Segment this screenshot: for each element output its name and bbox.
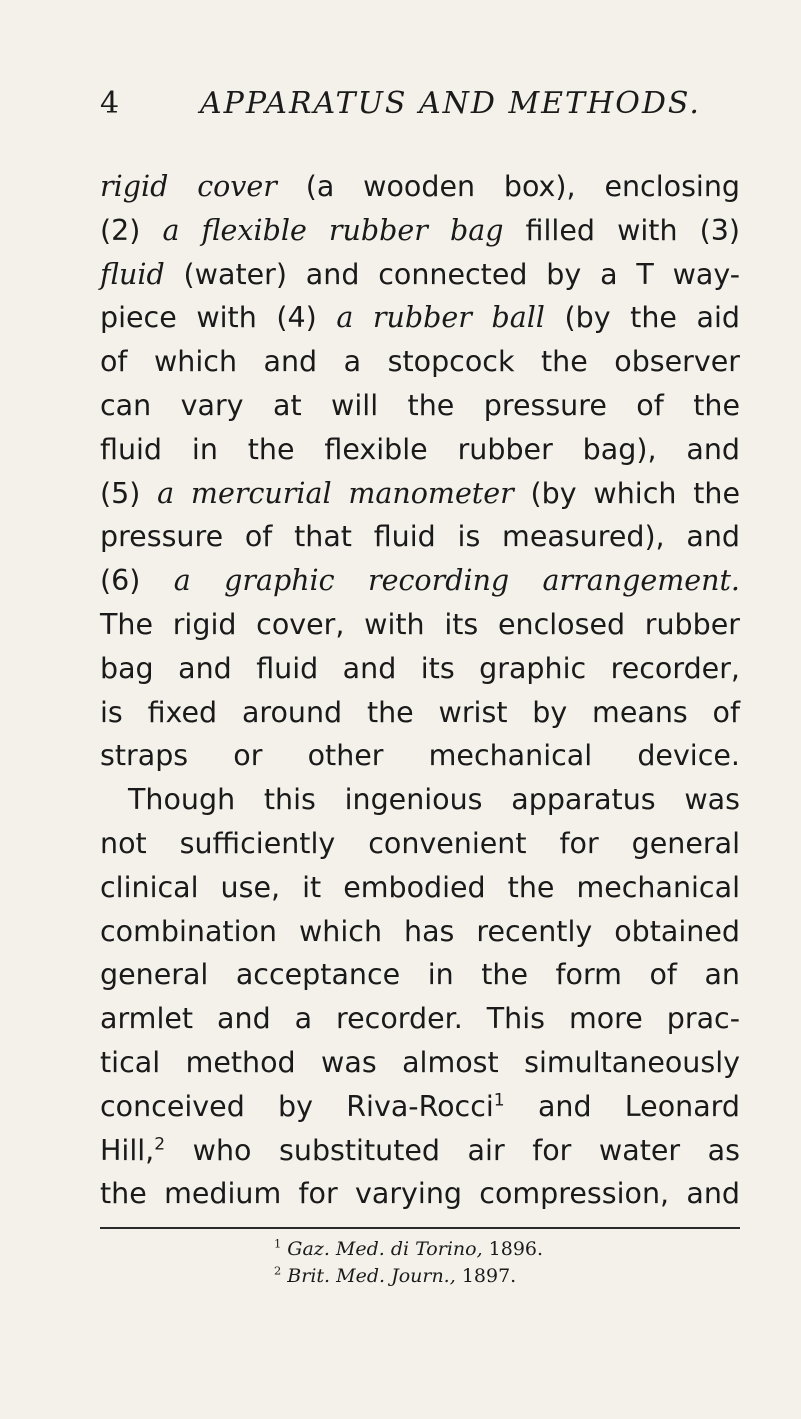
text-run: who substituted air for water as xyxy=(165,1133,740,1167)
running-head xyxy=(100,86,740,126)
text-line xyxy=(100,1085,740,1129)
text-line xyxy=(100,866,740,910)
text-run: tical method was almost simultaneously xyxy=(100,1045,740,1079)
text-line xyxy=(100,1129,740,1173)
text-run: Hill, xyxy=(100,1133,155,1167)
text-line xyxy=(100,734,740,778)
text-run: combination which has recently obtained xyxy=(100,914,740,948)
text-line xyxy=(100,1041,740,1085)
text-line xyxy=(100,778,740,822)
italic-term: fluid xyxy=(100,257,165,291)
text-line xyxy=(100,340,740,384)
italic-term: a rubber ball xyxy=(336,301,545,335)
text-line xyxy=(100,253,740,297)
text-run: and Leonard xyxy=(504,1089,740,1123)
page-number: 4 xyxy=(100,86,121,121)
text-run: general acceptance in the form of an xyxy=(100,958,740,992)
text-run: armlet and a recorder. This more prac- xyxy=(100,1002,740,1036)
text-run: filled with (3) xyxy=(503,213,740,247)
text-run: not sufficiently convenient for general xyxy=(100,826,740,860)
footnote-source: Gaz. Med. di Torino, xyxy=(287,1238,483,1261)
footnote-source: Brit. Med. Journ., xyxy=(287,1265,456,1288)
footnote-year: 1896. xyxy=(488,1238,544,1261)
footnote-year: 1897. xyxy=(461,1265,517,1288)
text-line xyxy=(100,910,740,954)
text-run: Though this ingenious apparatus was xyxy=(128,783,740,817)
text-run: can vary at will the pressure of the xyxy=(100,388,740,422)
text-line xyxy=(100,1172,740,1216)
text-line xyxy=(100,559,740,603)
footnote-ref: 2 xyxy=(154,1134,166,1155)
text-run: (a wooden box), enclosing xyxy=(276,170,740,203)
text-run: (2) xyxy=(100,213,163,247)
footnote-ref: 1 xyxy=(493,1090,505,1111)
italic-term: a graphic recording arrangement. xyxy=(173,564,740,598)
text-line xyxy=(100,472,740,516)
text-run: (by which the xyxy=(513,476,740,510)
text-run: fluid in the flexible rubber bag), and xyxy=(100,432,740,466)
text-run: conceived by Riva-Rocci xyxy=(100,1089,494,1123)
text-run: (5) xyxy=(100,476,158,510)
text-run: (water) and connected by a T way- xyxy=(164,257,740,291)
footnote xyxy=(274,1263,754,1290)
text-run: (by the aid xyxy=(544,301,741,335)
text-run: The rigid cover, with its enclosed rubber xyxy=(100,607,740,641)
text-line xyxy=(100,997,740,1041)
text-line xyxy=(100,953,740,997)
text-run: piece with (4) xyxy=(100,301,337,335)
text-run: pressure of that fluid is measured), and xyxy=(100,520,740,554)
text-line xyxy=(100,822,740,866)
italic-term: rigid cover xyxy=(100,170,277,203)
footnote-mark: 2 xyxy=(274,1263,282,1278)
text-run: bag and fluid and its graphic recorder, xyxy=(100,651,740,685)
italic-term: a mercurial manometer xyxy=(157,476,514,510)
footnote-mark: 1 xyxy=(274,1236,282,1251)
text-run: (6) xyxy=(100,564,174,598)
text-run: the medium for varying compression, and xyxy=(100,1177,740,1211)
text-line xyxy=(100,647,740,691)
body-text xyxy=(100,165,740,1216)
text-run: is fixed around the wrist by means of xyxy=(100,695,740,729)
footnote xyxy=(274,1236,754,1263)
text-line xyxy=(100,603,740,647)
footnotes xyxy=(274,1236,754,1290)
text-line xyxy=(100,209,740,253)
text-run: straps or other mechanical device. xyxy=(100,739,740,773)
text-line xyxy=(100,515,740,559)
text-line xyxy=(100,384,740,428)
footnote-rule xyxy=(100,1227,740,1229)
running-title: APPARATUS AND METHODS. xyxy=(200,86,701,121)
text-run: of which and a stopcock the observer xyxy=(100,345,740,379)
text-line xyxy=(100,428,740,472)
italic-term: a flexible rubber bag xyxy=(162,213,504,247)
text-line xyxy=(100,296,740,340)
text-line xyxy=(100,691,740,735)
text-run: clinical use, it embodied the mechanical xyxy=(100,870,740,904)
text-line xyxy=(100,165,740,209)
